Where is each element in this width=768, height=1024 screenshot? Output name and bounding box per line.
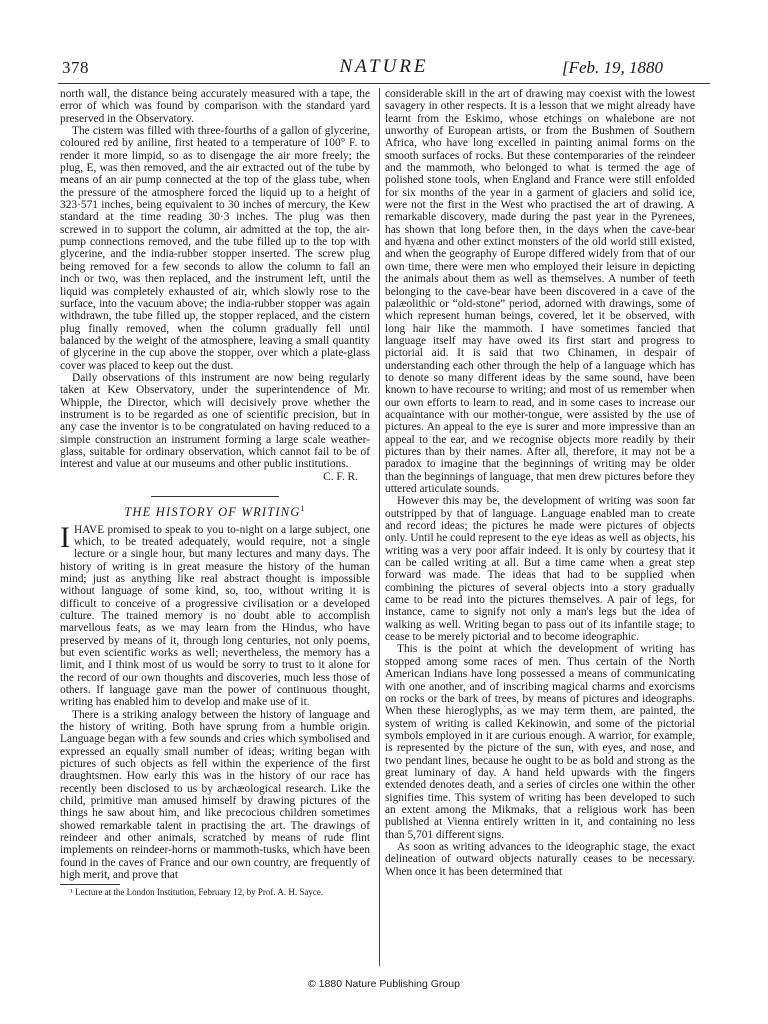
paragraph: However this may be, the development of writing was soon far outstripped by that of language. Language enabled man to create and record ideas; the pictures he made were pictures of objects only. Until he could represent to the eye ideas as well as objects, his writing was a very poor affair indeed. It is only by courtesy that it can be called writing at all. But a time came when a great step forward was made. The ideas that had to be supplied when combining the pictures of several objects into a story gradually came to be read into the pictures themselves. A pair of legs, for instance, came to signify not only a man's legs but the idea of walking as well. Writing began to pass out of its infantile stage; to cease to be merely pictorial and to become ideographic. (385, 495, 695, 644)
author-signature: C. F. R. (323, 470, 358, 483)
footnote: ¹ Lecture at the London Institution, February 12, by Prof. A. H. Sayce. (70, 887, 324, 898)
paragraph: This is the point at which the development of writing has stopped among some races of men. Thus certain of the North American Indians have long possessed a means of communicating with one another, and of inscribing magical charms and exorcisms on rocks or the bark of trees, by means of pictures and ideographs. When these hieroglyphs, as we may term them, are painted, the system of writing is called Kekinowin, and some of the pictorial symbols employed in it are curious enough. A warrior, for example, is represented by the picture of the sun, with eyes, and nose, and two pendant lines, because he ought to be as bold and strong as the great luminary of day. A hand held upwards with the fingers extended denotes death, and a series of circles one within the other signifies time. This system of writing has been developed to such an extent among the Mikmaks, that a religious work has been published at Vienna entirely written in it, and containing no less than 5,701 different signs. (385, 643, 695, 841)
header-rule (58, 83, 710, 84)
section-rule (151, 496, 279, 497)
drop-cap: I (60, 520, 70, 554)
paragraph: north wall, the distance being accurately measured with a tape, the error of which was found by comparison with the standard yard preserved in the Observatory. (60, 88, 370, 125)
paragraph: There is a striking analogy between the history of language and the history of writing. Both have sprung from a humble origin. Language began with a few sounds and cries which symbolised and expressed an equally small number of ideas; writing began with pictures of such objects as fell within the experience of the first draughtsmen. How early this was in the history of our race has recently been disclosed to us by archæological research. Like the child, primitive man amused himself by drawing pictures of the things he saw about him, and like precocious children sometimes showed remarkable talent in practising the art. The drawings of reindeer and other animals, scratched by means of rude flint implements on reindeer-horns or mammoth-tusks, which have been found in the caves of France and our own country, are frequently of high merit, and prove that (60, 708, 370, 882)
issue-date: [Feb. 19, 1880 (562, 58, 664, 77)
page-number: 378 (62, 58, 89, 77)
article-title (60, 503, 370, 519)
lead-paragraph-text: HAVE promised to speak to you to-night on a large subject, one which, to be treated adequately, would require, not a single lecture or a single hour, but many lectures and many days. The history of writing is in great measure the history of the human mind; just as anything like real abstract thought is impossible without language of some kind, so, too, without writing it is difficult to conceive of a progressive civilisation or a developed culture. The trained memory is no doubt able to accomplish marvellous feats, as we may learn from the Hindus, who have preserved by means of it, through long centuries, not only poems, but even scientific works as well; nevertheless, the memory has a limit, and I think most of us would be sorry to trust to it alone for the record of our own thoughts and discoveries, much less those of others. If language gave man the power of continuous thought, writing has enabled him to develop and make use of it. (60, 523, 370, 709)
column-divider (379, 88, 380, 966)
footnote-mark: 1 (300, 504, 306, 513)
journal-title: NATURE (339, 56, 429, 77)
lead-paragraph (60, 520, 370, 709)
paragraph: Daily observations of this instrument are now being regularly taken at Kew Observatory, under the superintendence of Mr. Whipple, the Director, which will decisively prove whether the instrument is to be regarded as one of scientific precision, but in any case the inventor is to be congratulated on having reduced to a simple construction an instrument forming a large scale weather-glass, suitable for ordinary observation, which cannot fail to be of interest and value at our museums and other public institutions. (60, 371, 370, 471)
copyright-footer: © 1880 Nature Publishing Group (308, 978, 460, 990)
paragraph: As soon as writing advances to the ideographic stage, the exact delineation of outward objects naturally ceases to be necessary. When once it has been determined that (385, 840, 695, 878)
paragraph: The cistern was filled with three-fourths of a gallon of glycerine, coloured red by aniline, first heated to a temperature of 100° F. to render it more limpid, so as to disengage the air more freely; the plug, E, was then removed, and the air extracted out of the tube by means of an air pump connected at the top of the glass tube, when the pressure of the atmosphere forced the liquid up to a height of 323·571 inches, being equivalent to 30 inches of mercury, the Kew standard at the time reading 30·3 inches. The plug was then screwed in to support the column, air admitted at the top, the air-pump connections removed, and the tube filled up to the top with glycerine, and the india-rubber stopper inserted. The screw plug being removed for a few seconds to allow the column to fall an inch or two, was then replaced, and the instrument left, until the liquid was completely exhausted of air, which slowly rose to the surface, into the vacuum above; the india-rubber stopper was again withdrawn, the tube filled up, the stopper replaced, and the cistern plug finally removed, when the column gradually fell until balanced by the weight of the atmosphere, leaving a small quantity of glycerine in the cup above the stopper, over which a plate-glass cover was placed to keep out the dust. (60, 125, 370, 372)
article-title-text: THE HISTORY OF WRITING (124, 505, 301, 520)
paragraph: considerable skill in the art of drawing may coexist with the lowest savagery in other respects. It is a lesson that we might already have learnt from the Eskimo, whose etchings on whalebone are not unworthy of European artists, or from the Bushmen of Southern Africa, who have long excelled in painting animal forms on the smooth surfaces of rocks. But these contemporaries of the reindeer and the mammoth, who belonged to what is termed the age of polished stone tools, when England and France were still enfolded for six months of the year in a garment of glaciers and solid ice, were not the first in the West who practised the art of drawing. A remarkable discovery, made during the past year in the Pyrenees, has shown that long before then, in the days when the cave-bear and hyæna and other extinct monsters of the old world still existed, and when the geography of Europe differed widely from that of our own time, there were men who employed their leisure in depicting the animals about them as well as themselves. A number of teeth belonging to the cave-bear have been discovered in a cave of the palæolithic or “old-stone” period, adorned with drawings, some of which represent human beings, covered, let it be observed, with long hair like the mammoth. I have sometimes fancied that language itself may have owed its first start and progress to pictorial aid. It is said that two Chinamen, in despair of understanding each other through the help of a language which has to denote so many different ideas by the same sound, have been known to have recourse to writing; and most of us remember when our own efforts to learn to read, and in some cases to increase our acquaintance with our mother-tongue, were assisted by the use of pictures. An appeal to the eye is surer and more impressive than an appeal to the ear, and we recognise objects more readily by their pictures than by their names. After all, therefore, it may not be a paradox to imagine that the beginnings of writing may be older than the beginnings of language, that men drew pictures before they uttered articulate sounds. (385, 88, 695, 495)
right-column (385, 88, 695, 878)
left-column (60, 88, 370, 898)
footnote-rule (60, 884, 120, 885)
